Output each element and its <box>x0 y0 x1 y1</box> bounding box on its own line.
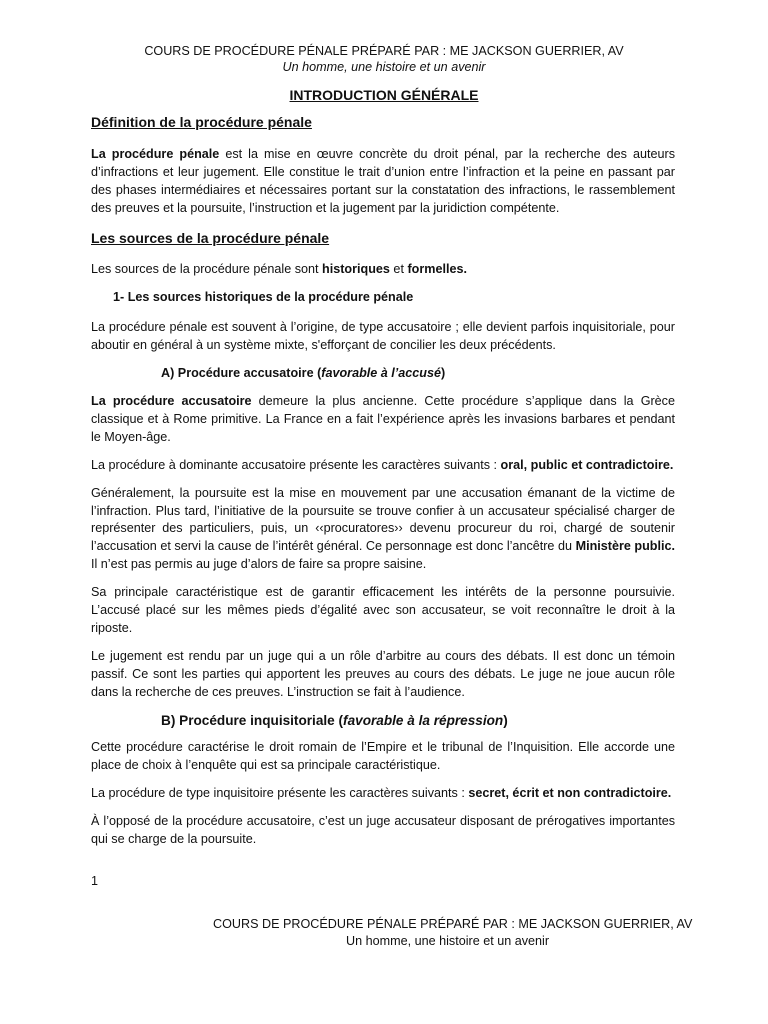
heading-text: ) <box>441 366 446 381</box>
paragraph-text: est la mise en œuvre concrète du droit pénal, par la recherche des auteurs d’infractions et leur jugement. Elle constitue le trait d’union entre l’infraction et la peine en passant par des phases intermédiaires et nécessaires portant sur la constatation des infractions, le rassemblement des preuves et la poursuite, l’instruction et la jugement par la juridiction compétente. <box>91 146 675 215</box>
subsection-title-inquisitoriale <box>161 712 675 730</box>
page-header <box>0 43 768 75</box>
definition-paragraph <box>91 146 675 218</box>
inquisitoriale-paragraph-3: À l’opposé de la procédure accusatoire, c’est un juge accusateur disposant de prérogatives importantes qui se charge de la poursuite. <box>91 814 675 847</box>
header-title: COURS DE PROCÉDURE PÉNALE PRÉPARÉ PAR : ME JACKSON GUERRIER, AV <box>144 44 624 58</box>
accusatoire-paragraph-3 <box>91 485 675 575</box>
paragraph-text: La procédure de type inquisitoire présente les caractères suivants : <box>91 786 469 801</box>
historical-paragraph: La procédure pénale est souvent à l’origine, de type accusatoire ; elle devient parfois inquisitoriale, pour aboutir en général à un système mixte, s'efforçant de concilier les deux précédents. <box>91 320 675 353</box>
bold-term: Ministère public. <box>575 539 676 554</box>
heading-italic: favorable à l’accusé <box>321 366 441 381</box>
footer-subtitle: Un homme, une histoire et un avenir <box>346 934 550 948</box>
sources-paragraph <box>91 261 675 279</box>
paragraph-text: Les sources de la procédure pénale sont <box>91 262 323 277</box>
accusatoire-paragraph-4: Sa principale caractéristique est de garantir efficacement les intérêts de la personne poursuivie. L’accusé placé sur les mêmes pieds d’égalité avec son accusateur, se voit reconnaître le droit à la riposte. <box>91 585 675 635</box>
header-subtitle: Un homme, une histoire et un avenir <box>282 60 486 74</box>
paragraph-text: Généralement, la poursuite est la mise en mouvement par une accusation émanant de la victime de l’infraction. Plus tard, l’initiative de la poursuite se trouve confier à un accusateur spécialisé charger de représenter des particuliers, puis, un ‹‹procuratores›› devenu procureur du roi, chargé de soutenir l’accusation et servi la cause de l’intérêt général. Ce personnage est donc l’ancêtre du <box>91 485 675 554</box>
bold-term: historiques <box>322 262 390 277</box>
page-footer <box>213 916 692 950</box>
heading-text: B) Procédure inquisitoriale ( <box>161 712 344 728</box>
paragraph-text: et <box>389 262 408 277</box>
intro-title: INTRODUCTION GÉNÉRALE <box>289 87 479 103</box>
inquisitoriale-paragraph-2 <box>91 785 675 803</box>
bold-term: La procédure accusatoire <box>91 393 252 408</box>
section-title-sources: Les sources de la procédure pénale <box>91 229 330 246</box>
bold-term: formelles. <box>407 262 467 277</box>
page-number: 1 <box>91 874 99 888</box>
footer-title: COURS DE PROCÉDURE PÉNALE PRÉPARÉ PAR : ME JACKSON GUERRIER, AV <box>213 917 693 931</box>
paragraph-text: Il n’est pas permis au juge d’alors de faire sa propre saisine. <box>91 557 427 572</box>
bold-term: secret, écrit et non contradictoire. <box>468 786 672 801</box>
paragraph-text: demeure la plus ancienne. Cette procédure s’applique dans la Grèce classique et à Rome primitive. La France en a fait l’expérience après les invasions barbares et pendant le Moyen-âge. <box>91 393 675 444</box>
accusatoire-paragraph-5: Le jugement est rendu par un juge qui a un rôle d’arbitre au cours des débats. Il est donc un témoin passif. Ce sont les parties qui apportent les preuves au cours des débats. Le juge ne joue aucun rôle dans la recherche de ces preuves. L’instruction se fait à l’audience. <box>91 648 675 699</box>
subsection-title-historical: 1- Les sources historiques de la procédure pénale <box>113 290 414 305</box>
document-body <box>91 114 675 859</box>
subsection-title-accusatoire <box>161 365 675 383</box>
section-title-definition: Définition de la procédure pénale <box>91 114 312 130</box>
heading-text: A) Procédure accusatoire ( <box>161 366 322 381</box>
accusatoire-paragraph-1 <box>91 393 675 447</box>
heading-text: ) <box>503 712 508 728</box>
bold-term: oral, public et contradictoire. <box>500 457 674 472</box>
accusatoire-paragraph-2 <box>91 457 675 475</box>
heading-italic: favorable à la répression <box>343 712 504 728</box>
bold-term: La procédure pénale <box>91 146 220 161</box>
paragraph-text: La procédure à dominante accusatoire présente les caractères suivants : <box>91 457 501 472</box>
inquisitoriale-paragraph-1: Cette procédure caractérise le droit romain de l’Empire et le tribunal de l’Inquisition. Elle accorde une place de choix à l’enquête qui est sa principale caractéristique. <box>91 740 675 773</box>
